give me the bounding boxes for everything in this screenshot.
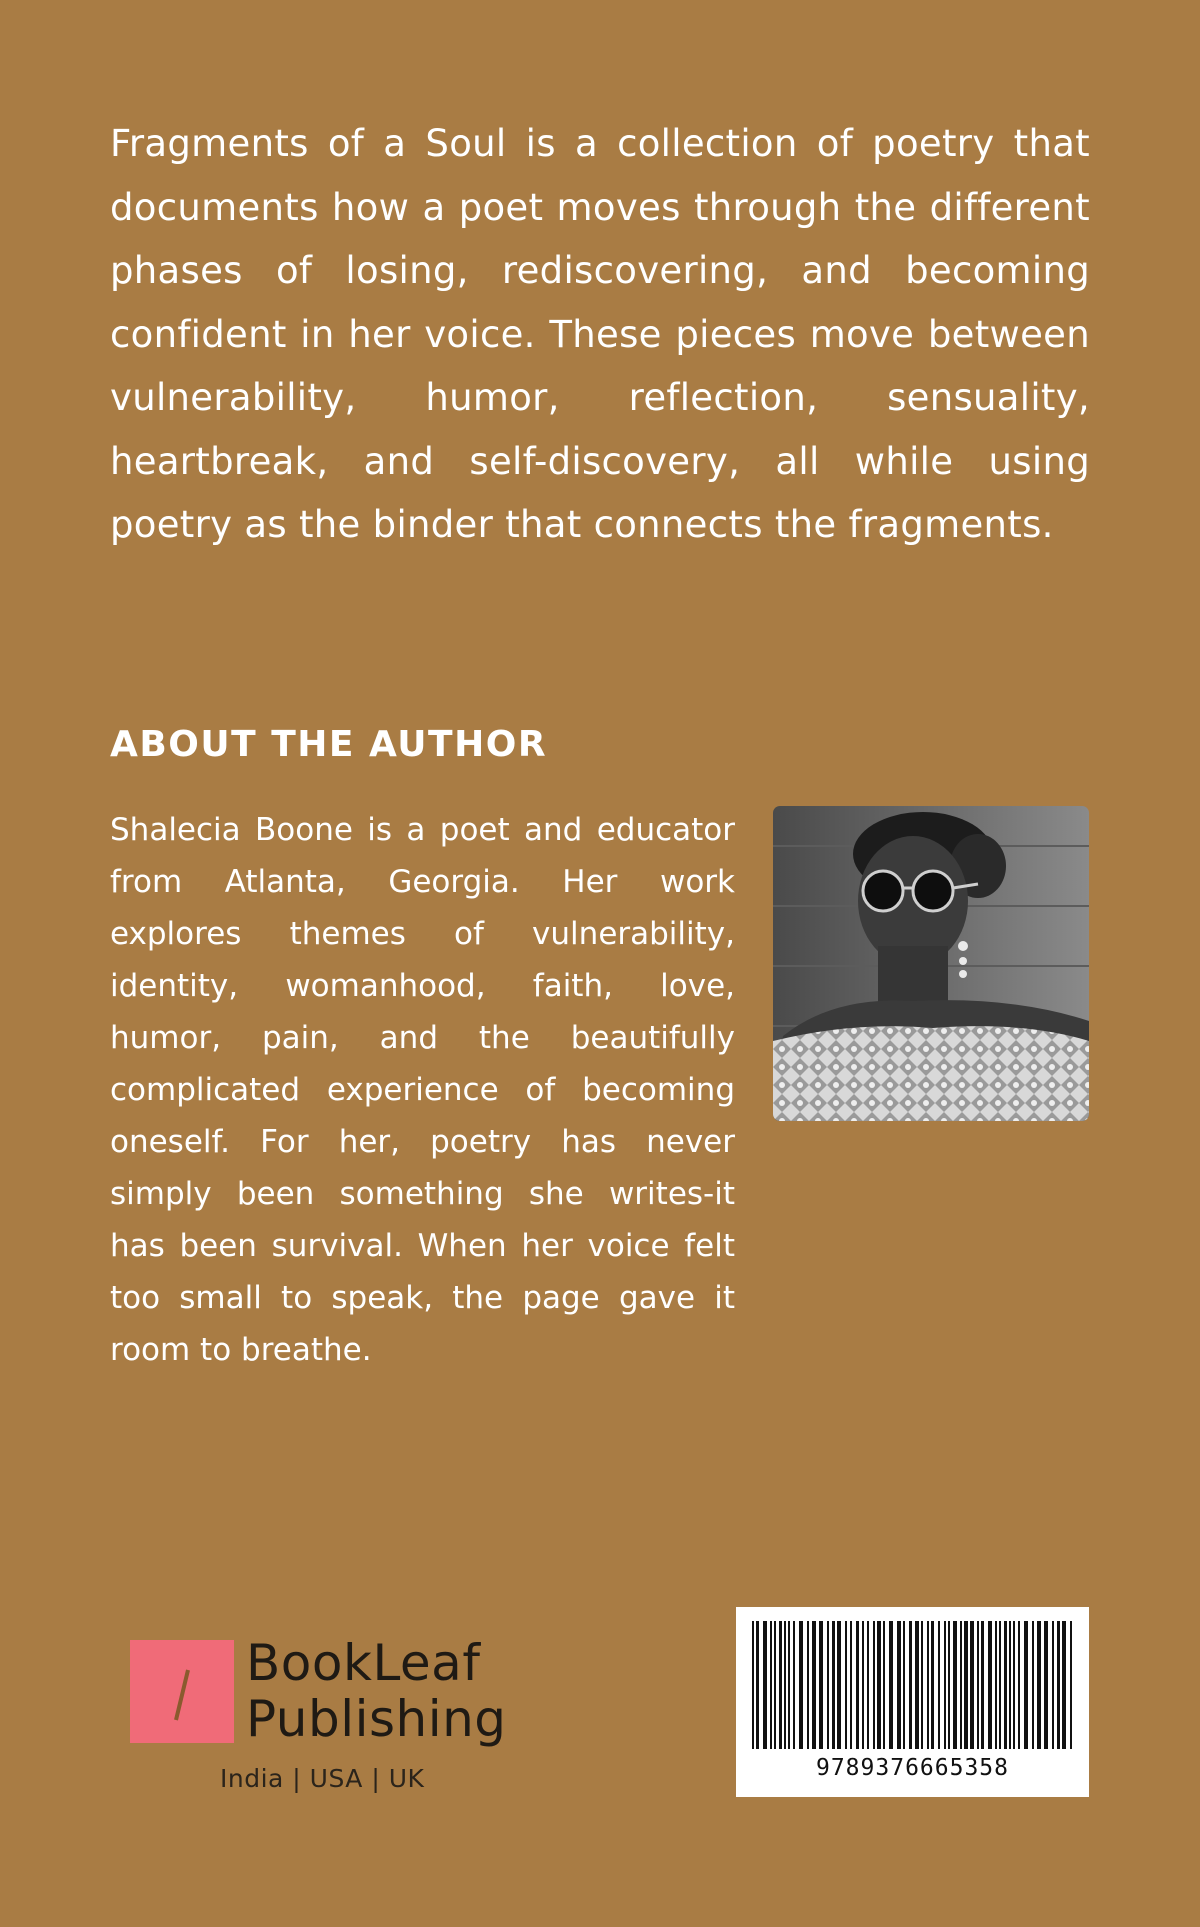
barcode-bars-icon bbox=[736, 1607, 1089, 1755]
isbn-number: 9789376665358 bbox=[815, 1755, 1009, 1781]
author-photo bbox=[773, 806, 1089, 1121]
author-bio: Shalecia Boone is a poet and educator from Atlanta, Georgia. Her work explores themes of vulnerability, identity, womanhood, faith, love, humor, pain, and the beautifully complicated experience of becoming oneself. For her, poetry has never simply been something she writes-it has been survival. When her voice felt too small to speak, the page gave it room to breathe. bbox=[110, 812, 735, 1368]
publisher-logo-icon bbox=[130, 1640, 234, 1743]
publisher-regions: India | USA | UK bbox=[220, 1764, 425, 1793]
about-author-heading: ABOUT THE AUTHOR bbox=[110, 724, 548, 765]
book-blurb: Fragments of a Soul is a collection of poetry that documents how a poet moves through the different phases of losing, rediscovering, and becoming confident in her voice. These pieces move between vulnerability, humor, reflection, sensuality, heartbreak, and self-discovery, all while using poetry as the binder that connects the fragments. bbox=[110, 122, 1090, 546]
publisher-name-line1: BookLeaf bbox=[246, 1634, 481, 1692]
isbn-barcode bbox=[736, 1607, 1089, 1797]
publisher-name-line2: Publishing bbox=[246, 1690, 507, 1748]
